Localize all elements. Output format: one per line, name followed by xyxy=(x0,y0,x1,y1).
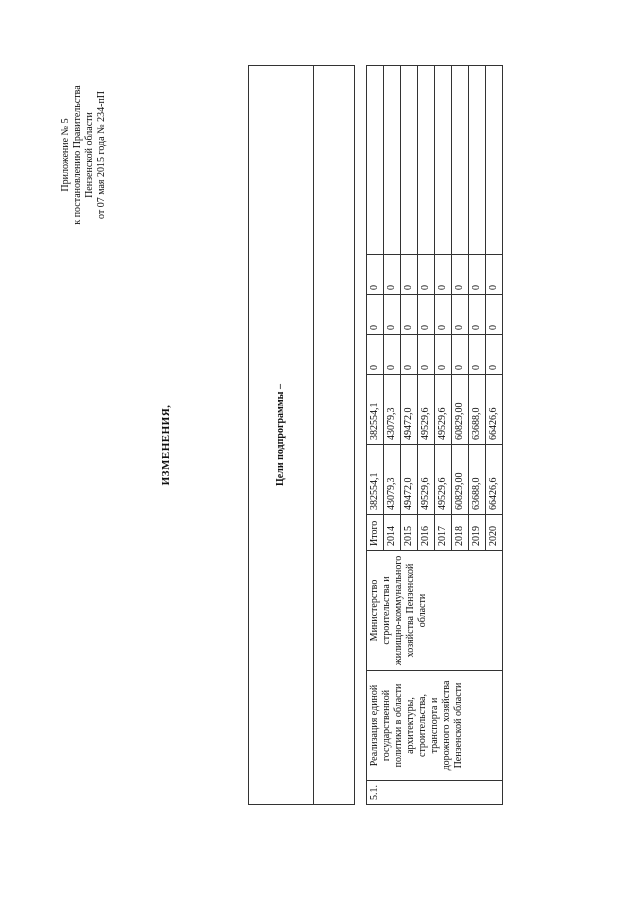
data-table xyxy=(366,65,503,805)
value-cell: 0 xyxy=(469,295,486,335)
year-cell: 2020 xyxy=(486,515,503,551)
year-cell: 2019 xyxy=(469,515,486,551)
regional-cell: 382554,1 xyxy=(367,375,384,445)
total-cell: 382554,1 xyxy=(367,445,384,515)
value-cell: 0 xyxy=(384,335,401,375)
subprogram-task xyxy=(314,66,355,805)
value-cell: 0 xyxy=(469,335,486,375)
table-row xyxy=(367,66,384,805)
value-cell: 0 xyxy=(452,335,469,375)
appendix-ref: к постановлению Правительства xyxy=(72,85,83,225)
empty-cell xyxy=(469,66,486,255)
regional-cell: 49529,6 xyxy=(435,375,452,445)
appendix-date: от 07 мая 2015 года № 234-пП xyxy=(96,90,107,220)
program-table xyxy=(248,65,355,805)
executor-name: Министерство строительства и жилищно-коммунального хозяйства Пензенской области xyxy=(367,551,503,671)
year-cell: 2016 xyxy=(418,515,435,551)
document-title-block xyxy=(160,65,172,825)
year-cell: 2018 xyxy=(452,515,469,551)
value-cell: 0 xyxy=(435,335,452,375)
value-cell: 0 xyxy=(418,255,435,295)
value-cell: 0 xyxy=(452,295,469,335)
total-cell: 63688,0 xyxy=(469,445,486,515)
value-cell: 0 xyxy=(367,295,384,335)
value-cell: 0 xyxy=(418,295,435,335)
value-cell: 0 xyxy=(469,255,486,295)
value-cell: 0 xyxy=(486,295,503,335)
empty-cell xyxy=(367,66,384,255)
year-cell: Итого xyxy=(367,515,384,551)
year-cell: 2017 xyxy=(435,515,452,551)
regional-cell: 66426,6 xyxy=(486,375,503,445)
appendix-header xyxy=(60,40,108,270)
activity-name: Реализация единой государственной политики в области архитектуры, строительства, транспорта и дорожного хозяйства Пензенской области xyxy=(367,671,503,781)
value-cell: 0 xyxy=(486,335,503,375)
empty-cell xyxy=(401,66,418,255)
year-cell: 2015 xyxy=(401,515,418,551)
regional-cell: 49529,6 xyxy=(418,375,435,445)
year-cell: 2014 xyxy=(384,515,401,551)
value-cell: 0 xyxy=(418,335,435,375)
total-cell: 66426,6 xyxy=(486,445,503,515)
value-cell: 0 xyxy=(435,295,452,335)
regional-cell: 43079,3 xyxy=(384,375,401,445)
value-cell: 0 xyxy=(384,295,401,335)
goals-label: Цели подпрограммы – xyxy=(249,66,314,805)
document-title: ИЗМЕНЕНИЯ, xyxy=(160,404,172,486)
value-cell: 0 xyxy=(401,255,418,295)
row-number: 5.1. xyxy=(367,781,503,805)
empty-cell xyxy=(452,66,469,255)
value-cell: 0 xyxy=(384,255,401,295)
total-cell: 49529,6 xyxy=(418,445,435,515)
regional-cell: 60829,00 xyxy=(452,375,469,445)
appendix-region: Пензенской области xyxy=(84,112,95,198)
total-cell: 49472,0 xyxy=(401,445,418,515)
value-cell: 0 xyxy=(452,255,469,295)
empty-cell xyxy=(384,66,401,255)
value-cell: 0 xyxy=(435,255,452,295)
regional-cell: 63688,0 xyxy=(469,375,486,445)
value-cell: 0 xyxy=(401,335,418,375)
value-cell: 0 xyxy=(401,295,418,335)
empty-cell xyxy=(435,66,452,255)
total-cell: 49529,6 xyxy=(435,445,452,515)
empty-cell xyxy=(418,66,435,255)
value-cell: 0 xyxy=(486,255,503,295)
value-cell: 0 xyxy=(367,335,384,375)
regional-cell: 49472,0 xyxy=(401,375,418,445)
total-cell: 60829,00 xyxy=(452,445,469,515)
value-cell: 0 xyxy=(367,255,384,295)
appendix-number: Приложение № 5 xyxy=(60,118,71,192)
total-cell: 43079,3 xyxy=(384,445,401,515)
empty-cell xyxy=(486,66,503,255)
